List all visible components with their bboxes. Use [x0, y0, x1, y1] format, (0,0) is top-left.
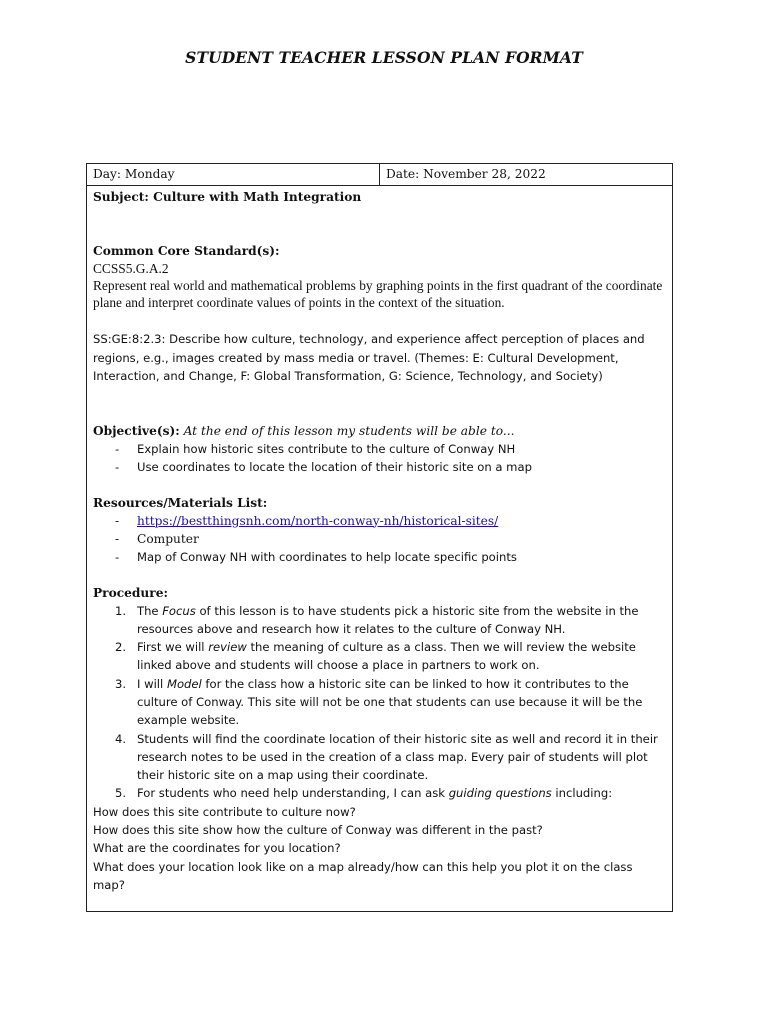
day-cell: Day: Monday	[87, 164, 380, 185]
question: How does this site contribute to culture now?	[93, 804, 356, 819]
ss-standard: SS:GE:8:2.3: Describe how culture, technology, and experience affect perception of places and regions, e.g., images created by mass media or travel. (Themes: E: Cultural Development, Interaction, and Change, F: Global Transformation, G: Science, Technology, and Society)	[93, 332, 645, 383]
subject-line: Subject: Culture with Math Integration	[93, 190, 362, 204]
procedure-step: 3. I will Model for the class how a historic site can be linked to how it contributes to the culture of Conway. This site will not be one that students can use because it will be the example website.	[115, 676, 643, 728]
question: What does your location look like on a map already/how can this help you plot it on the class map?	[93, 859, 633, 892]
procedure-heading: Procedure:	[93, 585, 168, 600]
objectives-heading: Objective(s):	[93, 423, 180, 438]
standard-code: CCSS5.G.A.2	[93, 261, 169, 276]
standard-description: Represent real world and mathematical problems by graphing points in the first quadrant of the coordinate plane and interpret coordinate values of points in the context of the situation.	[93, 278, 663, 310]
resources-list	[93, 512, 666, 566]
procedure-step: 5. For students who need help understanding, I can ask guiding questions including:	[115, 786, 613, 801]
procedure-step: 4. Students will find the coordinate location of their historic site as well and record it in their research notes to be used in the creation of a class map. Every pair of students will plot their historic site on a map using their coordinate.	[115, 731, 658, 783]
header-row	[87, 164, 672, 186]
objectives-intro: At the end of this lesson my students will be able to...	[183, 423, 515, 438]
date-cell: Date: November 28, 2022	[386, 167, 546, 181]
list-item: - Computer	[93, 530, 666, 548]
procedure-step: 1. The Focus of this lesson is to have students pick a historic site from the website in the resources above and research how it relates to the culture of Conway NH.	[115, 603, 639, 636]
procedure-step: 2. First we will review the meaning of culture as a class. Then we will review the website linked above and students will choose a place in partners to work on.	[115, 640, 636, 673]
standards-heading: Common Core Standard(s):	[93, 244, 280, 258]
plan-body	[87, 186, 672, 894]
question: How does this site show how the culture of Conway was different in the past?	[93, 823, 543, 838]
question: What are the coordinates for you location?	[93, 841, 341, 856]
objectives-section	[93, 422, 666, 440]
procedure-list	[93, 602, 666, 803]
list-item: - Explain how historic sites contribute to the culture of Conway NH	[93, 440, 666, 458]
historic-sites-link[interactable]: https://bestthingsnh.com/north-conway-nh/historical-sites/	[137, 513, 499, 528]
list-item: - Map of Conway NH with coordinates to help locate specific points	[93, 548, 666, 566]
guiding-questions	[93, 803, 666, 894]
document-title: STUDENT TEACHER LESSON PLAN FORMAT	[185, 48, 583, 67]
lesson-plan-table	[86, 163, 673, 912]
resources-heading: Resources/Materials List:	[93, 495, 268, 510]
objectives-list	[93, 440, 666, 476]
list-item: - Use coordinates to locate the location of their historic site on a map	[93, 458, 666, 476]
